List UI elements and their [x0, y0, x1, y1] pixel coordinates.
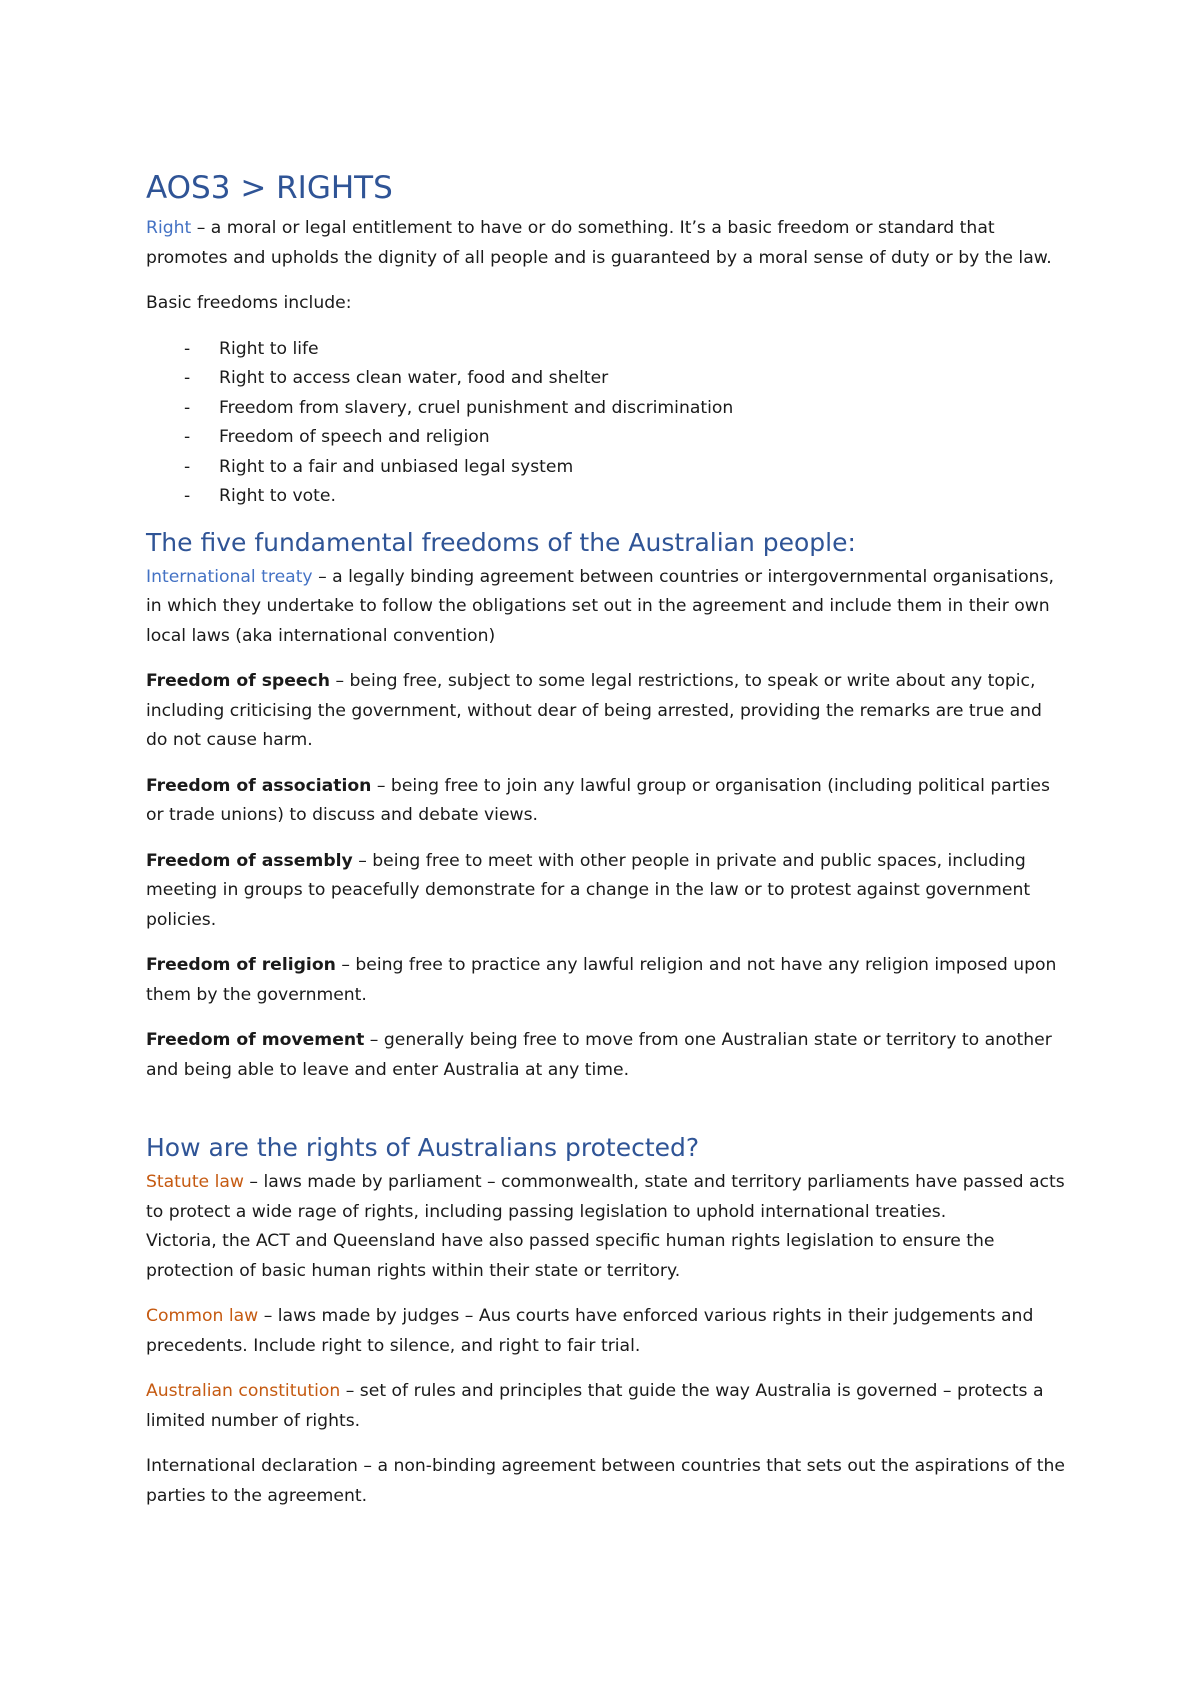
list-item: - Right to vote. [146, 482, 1066, 512]
section-heading-protection: How are the rights of Australians protected? [146, 1133, 700, 1162]
right-definition [146, 214, 1066, 273]
freedom-text: – being free to practice any lawful religion and not have any religion imposed upon them by the government. [146, 955, 1057, 1005]
list-item: - Right to access clean water, food and shelter [146, 364, 1066, 394]
basic-freedoms-intro: Basic freedoms include: [146, 293, 352, 313]
freedom-assembly [146, 847, 1066, 936]
freedom-text: – generally being free to move from one Australian state or territory to another and being able to leave and enter Australia at any time. [146, 1030, 1052, 1080]
constitution-text: – set of rules and principles that guide the way Australia is governed – protects a limited number of rights. [146, 1381, 1044, 1431]
statute-term: Statute law [146, 1172, 244, 1192]
statute-text: – laws made by parliament – commonwealth, state and territory parliaments have passed acts to protect a wide rage of rights, including passing legislation to uphold international treaties. [146, 1172, 1065, 1222]
freedom-text: – being free to meet with other people in private and public spaces, including meeting in groups to peacefully demonstrate for a change in the law or to protest against government policies. [146, 850, 1031, 930]
freedom-term: Freedom of speech [146, 671, 330, 691]
right-term: Right [146, 218, 192, 238]
treaty-definition [146, 563, 1066, 652]
freedom-religion [146, 951, 1066, 1010]
list-item: - Freedom of speech and religion [146, 423, 1066, 453]
list-item: - Right to a fair and unbiased legal system [146, 453, 1066, 483]
freedom-text: – being free, subject to some legal restrictions, to speak or write about any topic, including criticising the government, without dear of being arrested, providing the remarks are true and do not cause harm. [146, 671, 1042, 750]
page-title: AOS3 > RIGHTS [146, 170, 393, 206]
freedom-term: Freedom of religion [146, 955, 336, 975]
section-spacer [146, 1101, 1066, 1131]
freedom-association [146, 772, 1066, 831]
freedom-term: Freedom of assembly [146, 850, 353, 871]
basic-freedoms-list [146, 335, 1066, 512]
freedom-speech [146, 667, 1066, 756]
freedom-movement [146, 1026, 1066, 1085]
freedom-text: – being free to join any lawful group or organisation (including political parties or trade unions) to discuss and debate views. [146, 775, 1050, 825]
list-item: - Right to life [146, 335, 1066, 365]
common-text: – laws made by judges – Aus courts have enforced various rights in their judgements and precedents. Include right to silence, and right to fair trial. [146, 1306, 1034, 1356]
right-text: – a moral or legal entitlement to have or do something. It’s a basic freedom or standard that promotes and upholds the dignity of all people and is guaranteed by a moral sense of duty or by the law. [146, 218, 1052, 268]
constitution-definition [146, 1377, 1066, 1436]
declaration-definition: International declaration – a non-binding agreement between countries that sets out the aspirations of the parties to the agreement. [146, 1456, 1065, 1506]
freedom-term: Freedom of association [146, 775, 372, 796]
common-term: Common law [146, 1306, 259, 1326]
treaty-term: International treaty [146, 566, 313, 587]
freedom-term: Freedom of movement [146, 1030, 365, 1050]
common-law-definition [146, 1302, 1066, 1361]
statute-law-definition [146, 1168, 1066, 1286]
list-item: - Freedom from slavery, cruel punishment and discrimination [146, 394, 1066, 424]
section-heading-freedoms: The five fundamental freedoms of the Australian people: [146, 527, 856, 557]
treaty-text: – a legally binding agreement between countries or intergovernmental organisations, in which they undertake to follow the obligations set out in the agreement and include them in their own local laws (aka international convention) [146, 566, 1054, 646]
statute-text-2: Victoria, the ACT and Queensland have also passed specific human rights legislation to ensure the protection of basic human rights within their state or territory. [146, 1231, 995, 1281]
constitution-term: Australian constitution [146, 1381, 341, 1401]
document-page [146, 168, 1066, 1527]
